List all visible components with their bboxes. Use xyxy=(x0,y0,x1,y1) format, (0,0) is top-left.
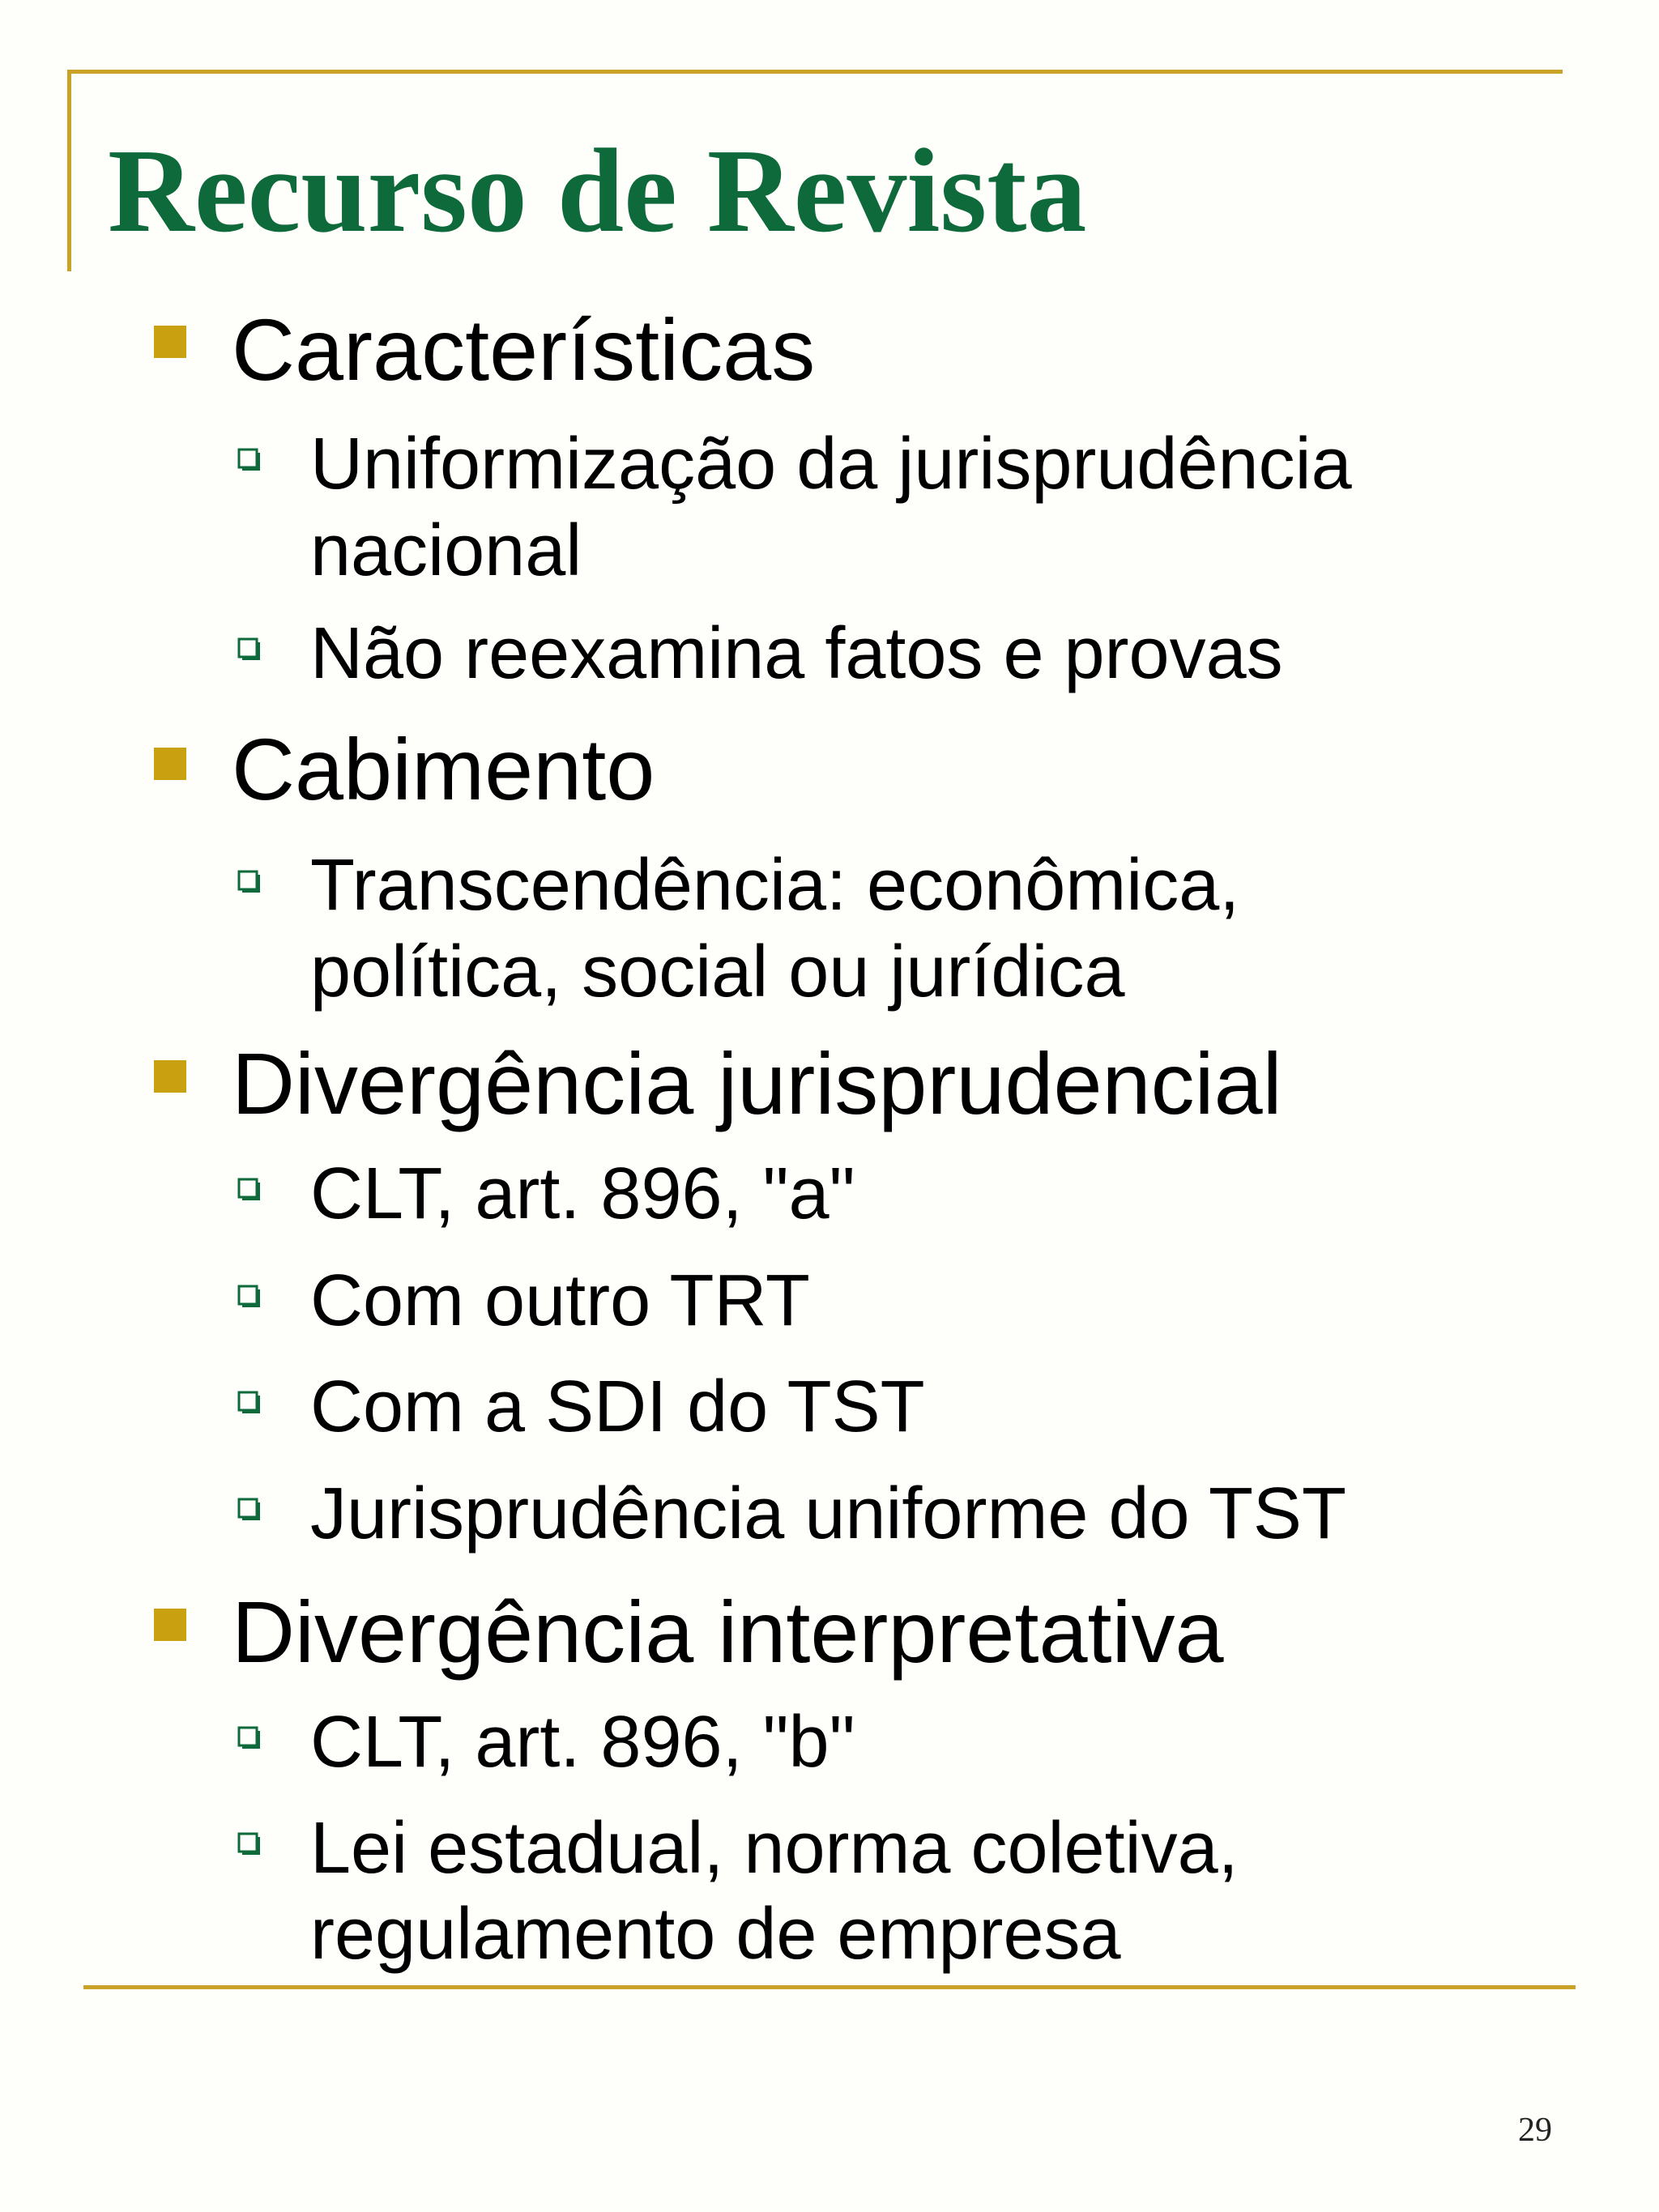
left-rule xyxy=(67,70,71,271)
item-lei-estadual-line2: regulamento de empresa xyxy=(310,1894,1121,1975)
box-bullet-icon xyxy=(237,1178,262,1202)
box-bullet-icon xyxy=(237,448,262,472)
bottom-rule xyxy=(83,1985,1576,1989)
square-bullet-icon xyxy=(154,748,186,780)
square-bullet-icon xyxy=(154,326,186,358)
item-uniformizacao-line2: nacional xyxy=(310,510,582,591)
item-nao-reexamina: Não reexamina fatos e provas xyxy=(310,613,1283,694)
heading-cabimento: Cabimento xyxy=(232,720,655,818)
item-transcendencia-line2: política, social ou jurídica xyxy=(310,931,1125,1012)
item-com-outro-trt: Com outro TRT xyxy=(310,1260,810,1341)
square-bullet-icon xyxy=(154,1060,186,1093)
box-bullet-icon xyxy=(237,1726,262,1750)
slide-title: Recurso de Revista xyxy=(108,125,1087,258)
heading-caracteristicas: Características xyxy=(232,300,816,399)
box-bullet-icon xyxy=(237,870,262,894)
box-bullet-icon xyxy=(237,1832,262,1856)
top-rule xyxy=(67,70,1563,74)
item-clt-896-a: CLT, art. 896, "a" xyxy=(310,1153,855,1234)
item-com-a-sdi: Com a SDI do TST xyxy=(310,1366,925,1447)
heading-divergencia-interpretativa: Divergência interpretativa xyxy=(232,1583,1224,1681)
item-clt-896-b: CLT, art. 896, "b" xyxy=(310,1702,855,1783)
item-lei-estadual-line1: Lei estadual, norma coletiva, xyxy=(310,1808,1239,1889)
item-jurisprudencia-uniforme: Jurisprudência uniforme do TST xyxy=(310,1473,1346,1554)
heading-divergencia-jurisprudencial: Divergência jurisprudencial xyxy=(232,1034,1282,1132)
page-number: 29 xyxy=(1518,2112,1552,2149)
item-transcendencia-line1: Transcendência: econômica, xyxy=(310,845,1240,926)
box-bullet-icon xyxy=(237,637,262,662)
item-uniformizacao-line1: Uniformização da jurisprudência xyxy=(310,424,1352,505)
square-bullet-icon xyxy=(154,1609,186,1641)
box-bullet-icon xyxy=(237,1391,262,1415)
box-bullet-icon xyxy=(237,1498,262,1522)
box-bullet-icon xyxy=(237,1285,262,1309)
